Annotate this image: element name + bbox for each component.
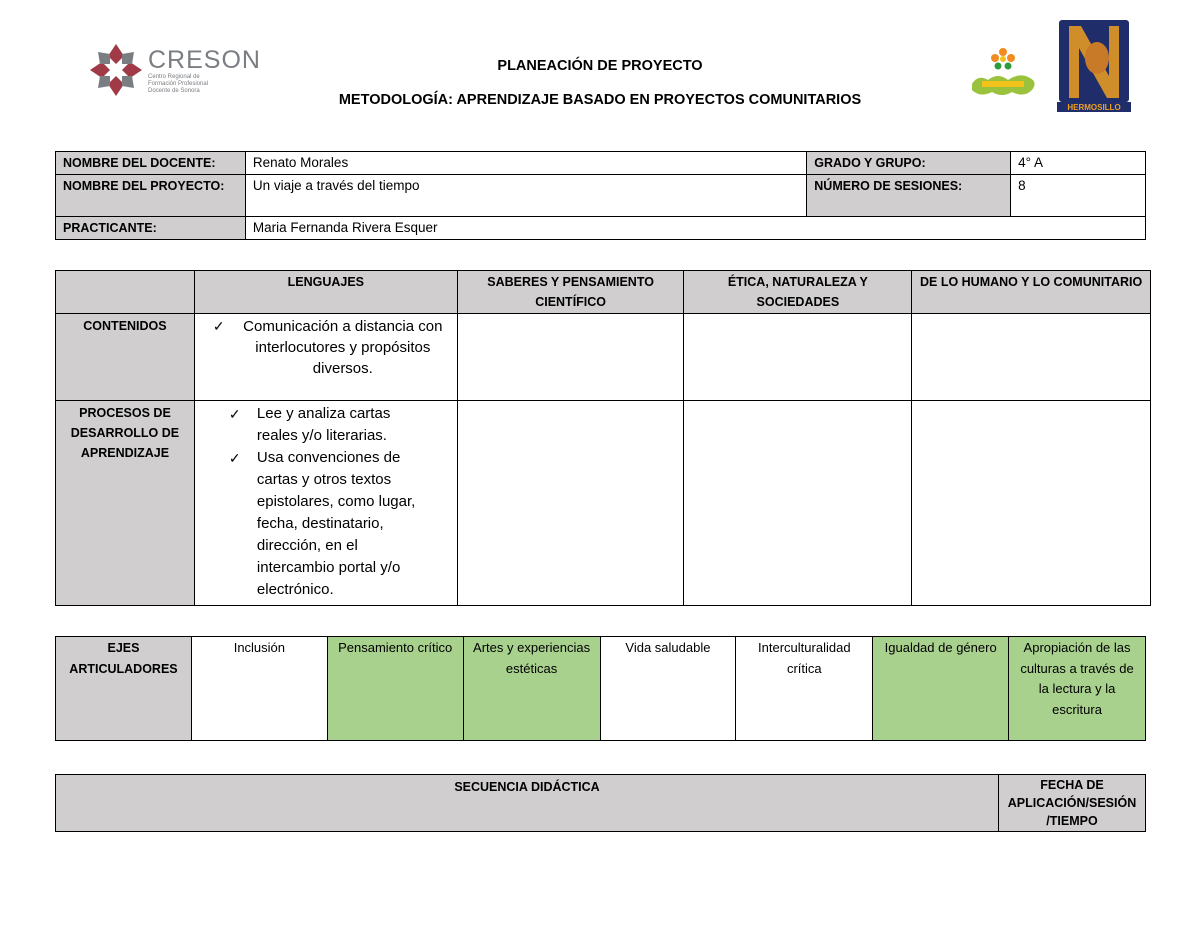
flower-logo-icon xyxy=(968,38,1038,100)
sesiones-label: NÚMERO DE SESIONES: xyxy=(807,175,1011,217)
contenidos-humano xyxy=(912,314,1151,401)
creson-emblem-icon xyxy=(88,42,144,98)
normal-sonora-logo-icon xyxy=(1055,18,1133,118)
eje-pensamiento-critico: Pensamiento crítico xyxy=(327,637,463,741)
logo-city-text: HERMOSILLO xyxy=(1067,103,1121,112)
corner-cell xyxy=(56,271,195,314)
contenido-text: Comunicación a distancia con interlocutores y propósitos diversos. xyxy=(243,318,443,377)
pda-text-2: Usa convenciones de cartas y otros textos epistolares, como lugar, fecha, destinatario, dirección, en el intercambio portal y/o electrónico. xyxy=(256,449,416,598)
ejes-label: EJES ARTICULADORES xyxy=(56,637,192,741)
check-icon: ✓ xyxy=(212,318,225,334)
info-table xyxy=(55,151,1146,240)
pda-text-1: Lee y analiza cartas reales y/o literarias. xyxy=(256,405,391,444)
page-title: PLANEACIÓN DE PROYECTO xyxy=(497,58,703,74)
eje-vida-saludable: Vida saludable xyxy=(600,637,736,741)
list-item xyxy=(213,316,451,379)
proyecto-label: NOMBRE DEL PROYECTO: xyxy=(56,175,246,217)
docente-label: NOMBRE DEL DOCENTE: xyxy=(56,152,246,175)
pda-etica xyxy=(684,401,912,606)
contenidos-lenguajes xyxy=(194,314,457,401)
creson-subtitle: Centro Regional de Formación Profesional Docente de Sonora xyxy=(148,74,209,94)
header-saberes: SABERES Y PENSAMIENTO CIENTÍFICO xyxy=(457,271,684,314)
contenidos-saberes xyxy=(457,314,684,401)
practicante-value: Maria Fernanda Rivera Esquer xyxy=(245,217,1145,240)
header-lenguajes: LENGUAJES xyxy=(194,271,457,314)
contenidos-label: CONTENIDOS xyxy=(56,314,195,401)
secuencia-label: SECUENCIA DIDÁCTICA xyxy=(56,775,999,832)
header-etica: ÉTICA, NATURALEZA Y SOCIEDADES xyxy=(684,271,912,314)
creson-logo xyxy=(88,42,261,100)
sesiones-value: 8 xyxy=(1011,175,1146,217)
eje-igualdad-genero: Igualdad de género xyxy=(873,637,1009,741)
proyecto-value: Un viaje a través del tiempo xyxy=(245,175,806,217)
campos-table xyxy=(55,270,1151,606)
pda-lenguajes xyxy=(194,401,457,606)
pda-saberes xyxy=(457,401,684,606)
eje-inclusion: Inclusión xyxy=(191,637,327,741)
check-icon: ✓ xyxy=(228,450,241,466)
eje-artes: Artes y experiencias estéticas xyxy=(463,637,600,741)
eje-apropiacion-culturas: Apropiación de las culturas a través de la lectura y la escritura xyxy=(1009,637,1146,741)
list-item xyxy=(229,447,435,601)
fecha-label: FECHA DE APLICACIÓN/SESIÓN /TIEMPO xyxy=(999,775,1146,832)
header-humano: DE LO HUMANO Y LO COMUNITARIO xyxy=(912,271,1151,314)
pda-label: PROCESOS DE DESARROLLO DE APRENDIZAJE xyxy=(56,401,195,606)
check-icon: ✓ xyxy=(228,406,241,422)
list-item xyxy=(229,403,435,447)
contenidos-etica xyxy=(684,314,912,401)
eje-interculturalidad: Interculturalidad crítica xyxy=(736,637,873,741)
secuencia-table xyxy=(55,774,1146,832)
docente-value: Renato Morales xyxy=(245,152,806,175)
creson-name: CRESON xyxy=(148,46,261,74)
page-subtitle: METODOLOGÍA: APRENDIZAJE BASADO EN PROYECTOS COMUNITARIOS xyxy=(338,92,862,108)
practicante-label: PRACTICANTE: xyxy=(56,217,246,240)
pda-humano xyxy=(912,401,1151,606)
ejes-table xyxy=(55,636,1146,741)
grado-label: GRADO Y GRUPO: xyxy=(807,152,1011,175)
grado-value: 4° A xyxy=(1011,152,1146,175)
